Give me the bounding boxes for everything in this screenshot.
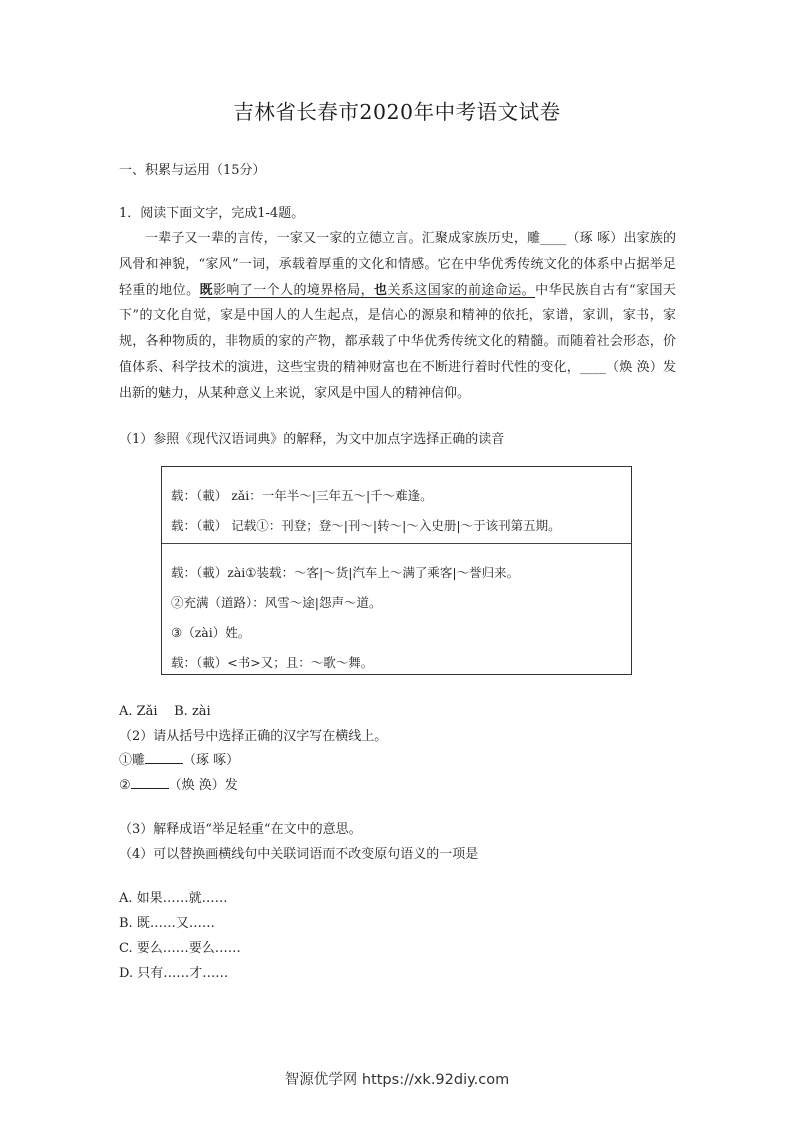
fill-blank-1-prefix: ①雕 xyxy=(119,753,146,768)
answer-option-a[interactable]: A. 如果……就…… xyxy=(119,891,228,906)
passage-underlined-1: 影响了一个人的境界格局， xyxy=(212,282,375,298)
dict-entry-4: ②充满（道路）：风雪～途|怨声～道。 xyxy=(171,595,382,610)
question-1-intro: 1．阅读下面文字，完成1-4题。 xyxy=(119,206,305,221)
fill-blank-line-2 xyxy=(119,773,238,798)
question-1-sub-1: （1）参照《现代汉语词典》的解释，为文中加点字选择正确的读音 xyxy=(119,432,505,447)
passage-underlined-2: 关系这国家的前途命运。 xyxy=(387,282,536,298)
fill-blank-line-1 xyxy=(119,748,239,773)
question-1-options: A. Zǎi B. zài xyxy=(119,704,211,719)
box-divider xyxy=(162,543,631,544)
page-title: 吉林省长春市2020年中考语文试卷 xyxy=(233,100,561,124)
dict-entry-1: 载：（載） zǎi：一年半～|三年五～|千～难逢。 xyxy=(171,488,433,503)
section-heading: 一、积累与运用（15分） xyxy=(119,163,266,178)
dict-entry-5: ③（zài）姓。 xyxy=(171,625,251,640)
dict-entry-6: 载：（載）<书>又；且：～歌～舞。 xyxy=(171,655,374,670)
answer-option-d[interactable]: D. 只有……才…… xyxy=(119,966,229,981)
fill-blank-2-suffix: （焕 涣）发 xyxy=(168,778,238,793)
passage-bold-connective-2: 也 xyxy=(374,282,388,298)
fill-blank-2-prefix: ② xyxy=(119,778,131,793)
reading-passage xyxy=(119,226,676,407)
question-1-sub-3: （3）解释成语“举足轻重“在文中的意思。 xyxy=(119,822,362,837)
answer-option-c[interactable]: C. 要么……要么…… xyxy=(119,941,241,956)
dict-entry-2: 载：（載） 记载①：刊登；登～|刊～|转～|～入史册|～于该刊第五期。 xyxy=(171,518,561,533)
question-1-sub-4: （4）可以替换画横线句中关联词语而不改变原句语义的一项是 xyxy=(119,847,479,862)
passage-bold-connective-1: 既 xyxy=(199,282,213,298)
dict-entry-3: 载：（載）zài①装载：～客|～货|汽车上～满了乘客|～誉归来。 xyxy=(171,565,520,580)
question-1-sub-2: （2）请从括号中选择正确的汉字写在横线上。 xyxy=(119,729,388,744)
footer-watermark: 智源优学网 https://xk.92diy.com xyxy=(284,1072,510,1088)
answer-blank-2[interactable] xyxy=(131,774,169,789)
passage-text-1: 一辈子又一辈的言传，一家又一家的立德立言。汇聚成家族历史，雕____（琢 啄）出家族的风骨和神貌，“家风”一词，承载着厚重的文化和情感。它在中华优秀传统文化的体系中占据举足轻重的地位。 xyxy=(119,231,676,298)
passage-text-2: 中华民族自古有“家国天下”的文化自觉，家是中国人的人生起点，是信心的源泉和精神的依托，家谱，家训，家书，家规，各种物质的，非物质的家的产物，都承载了中华优秀传统文化的精髓。而随着社会形态，价值体系、科学技术的演进，这些宝贵的精神财富也在不断进行着时代性的变化，____（焕 涣）发出新的魅力，从某种意义上来说，家风是中国人的精神信仰。 xyxy=(119,282,676,401)
answer-blank-1[interactable] xyxy=(145,749,183,764)
answer-option-b[interactable]: B. 既……又…… xyxy=(119,916,215,931)
fill-blank-1-suffix: （琢 啄） xyxy=(183,753,240,768)
dictionary-box xyxy=(161,466,632,675)
